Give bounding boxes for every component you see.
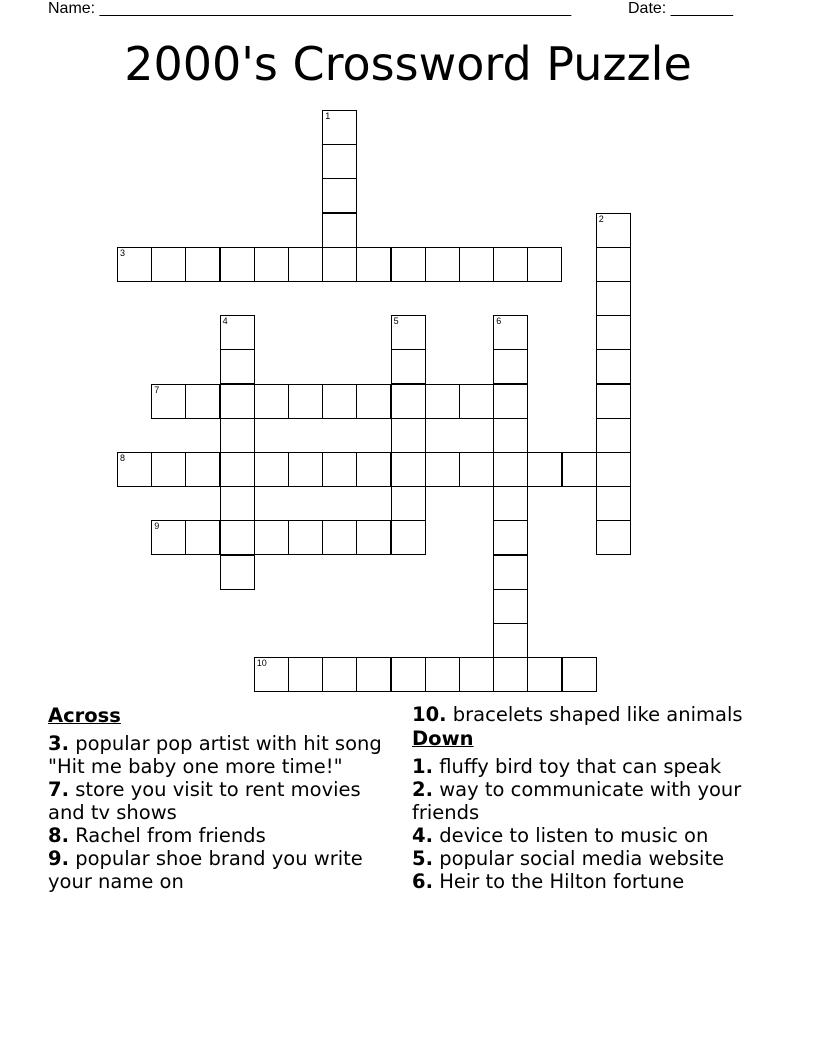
grid-cell[interactable] [596,349,631,384]
clue-text: fluffy bird toy that can speak [439,755,722,778]
clue-number: 1. [412,755,433,778]
clue-across-7 [48,778,393,824]
cell-number: 6 [496,316,502,327]
clue-number: 2. [412,778,433,801]
grid-cell[interactable] [562,452,597,487]
grid-cell[interactable] [425,247,460,282]
clue-number: 7. [48,778,69,801]
grid-cell[interactable] [596,247,631,282]
grid-cell[interactable] [493,623,528,658]
grid-cell[interactable] [356,247,391,282]
clue-across-10 [412,703,772,726]
clue-down-1 [412,755,772,778]
grid-cell[interactable] [322,384,357,419]
grid-cell[interactable] [151,384,186,419]
clue-across-3 [48,732,393,778]
grid-cell[interactable] [493,555,528,590]
grid-cell[interactable] [185,452,220,487]
grid-cell[interactable] [596,418,631,453]
clue-text: store you visit to rent movies and tv shows [48,778,361,824]
clue-number: 4. [412,824,433,847]
grid-cell[interactable] [288,452,323,487]
clue-text: Heir to the Hilton fortune [439,870,685,893]
grid-cell[interactable] [254,384,289,419]
grid-cell[interactable] [185,520,220,555]
grid-cell[interactable] [356,452,391,487]
grid-cell[interactable] [493,247,528,282]
grid-cell[interactable] [220,555,255,590]
grid-cell[interactable] [391,452,426,487]
clue-across-9 [48,847,393,893]
clue-down-2 [412,778,772,824]
clues-right-column [412,703,772,893]
grid-cell[interactable] [356,520,391,555]
grid-cell[interactable] [596,213,631,248]
grid-cell[interactable] [220,247,255,282]
grid-cell[interactable] [596,315,631,350]
grid-cell[interactable] [220,384,255,419]
clue-number: 5. [412,847,433,870]
grid-cell[interactable] [391,520,426,555]
cell-number: 10 [256,658,267,669]
grid-cell[interactable] [288,520,323,555]
grid-cell[interactable] [596,520,631,555]
grid-cell[interactable] [117,452,152,487]
grid-cell[interactable] [493,315,528,350]
grid-cell[interactable] [493,657,528,692]
grid-cell[interactable] [220,315,255,350]
grid-cell[interactable] [391,247,426,282]
clues-left-column [48,703,393,893]
clue-down-6 [412,870,772,893]
grid-cell[interactable] [254,452,289,487]
grid-cell[interactable] [493,486,528,521]
grid-cell[interactable] [493,589,528,624]
grid-cell[interactable] [220,520,255,555]
grid-cell[interactable] [459,247,494,282]
clue-text: bracelets shaped like animals [452,703,743,726]
grid-cell[interactable] [527,657,562,692]
clue-text: popular pop artist with hit song "Hit me baby one more time!" [48,732,382,778]
grid-cell[interactable] [151,452,186,487]
grid-cell[interactable] [493,520,528,555]
grid-cell[interactable] [459,452,494,487]
grid-cell[interactable] [425,384,460,419]
grid-cell[interactable] [185,247,220,282]
clue-text: Rachel from friends [75,824,266,847]
grid-cell[interactable] [596,452,631,487]
clue-number: 10. [412,703,447,726]
grid-cell[interactable] [254,520,289,555]
grid-cell[interactable] [151,247,186,282]
grid-cell[interactable] [322,520,357,555]
clue-number: 6. [412,870,433,893]
grid-cell[interactable] [562,657,597,692]
cell-number: 5 [393,316,399,327]
date-field-label[interactable]: Date: _______ [628,0,733,17]
grid-cell[interactable] [322,213,357,248]
clue-text: way to communicate with your friends [412,778,742,824]
clue-number: 8. [48,824,69,847]
grid-cell[interactable] [254,247,289,282]
grid-cell[interactable] [288,247,323,282]
cell-number: 7 [154,384,160,395]
grid-cell[interactable] [527,247,562,282]
grid-cell[interactable] [254,657,289,692]
grid-cell[interactable] [322,452,357,487]
grid-cell[interactable] [185,384,220,419]
grid-cell[interactable] [356,384,391,419]
down-heading: Down [412,727,474,750]
grid-cell[interactable] [391,384,426,419]
clue-down-5 [412,847,772,870]
grid-cell[interactable] [151,520,186,555]
grid-cell[interactable] [391,418,426,453]
clue-text: device to listen to music on [439,824,709,847]
grid-cell[interactable] [596,486,631,521]
grid-cell[interactable] [391,657,426,692]
cell-number: 4 [222,316,228,327]
clue-text: popular shoe brand you write your name on [48,847,363,893]
grid-cell[interactable] [288,657,323,692]
grid-cell[interactable] [459,657,494,692]
cell-number: 2 [598,213,604,224]
grid-cell[interactable] [322,657,357,692]
grid-cell[interactable] [527,452,562,487]
grid-cell[interactable] [220,418,255,453]
cell-number: 9 [154,521,160,532]
name-field-label[interactable]: Name: _____________________________________________________ [48,0,572,17]
grid-cell[interactable] [220,452,255,487]
grid-cell[interactable] [220,486,255,521]
grid-cell[interactable] [117,247,152,282]
grid-cell[interactable] [220,349,255,384]
clue-down-4 [412,824,772,847]
grid-cell[interactable] [493,452,528,487]
grid-cell[interactable] [322,110,357,145]
grid-cell[interactable] [356,657,391,692]
across-heading: Across [48,704,121,727]
grid-cell[interactable] [322,247,357,282]
clue-number: 3. [48,732,69,755]
page-title: 2000's Crossword Puzzle [124,37,692,91]
grid-cell[interactable] [493,418,528,453]
cell-number: 1 [325,111,331,121]
cell-number: 3 [120,247,126,258]
grid-cell[interactable] [596,384,631,419]
clue-text: popular social media website [439,847,725,870]
grid-cell[interactable] [425,452,460,487]
grid-cell[interactable] [493,349,528,384]
clue-number: 9. [48,847,69,870]
grid-cell[interactable] [288,384,323,419]
cell-number: 8 [120,453,126,463]
grid-cell[interactable] [322,178,357,213]
grid-cell[interactable] [391,349,426,384]
grid-cell[interactable] [391,315,426,350]
clue-across-8 [48,824,393,847]
grid-cell[interactable] [425,657,460,692]
grid-cell[interactable] [493,384,528,419]
grid-cell[interactable] [391,486,426,521]
grid-cell[interactable] [322,144,357,179]
grid-cell[interactable] [459,384,494,419]
grid-cell[interactable] [596,281,631,316]
